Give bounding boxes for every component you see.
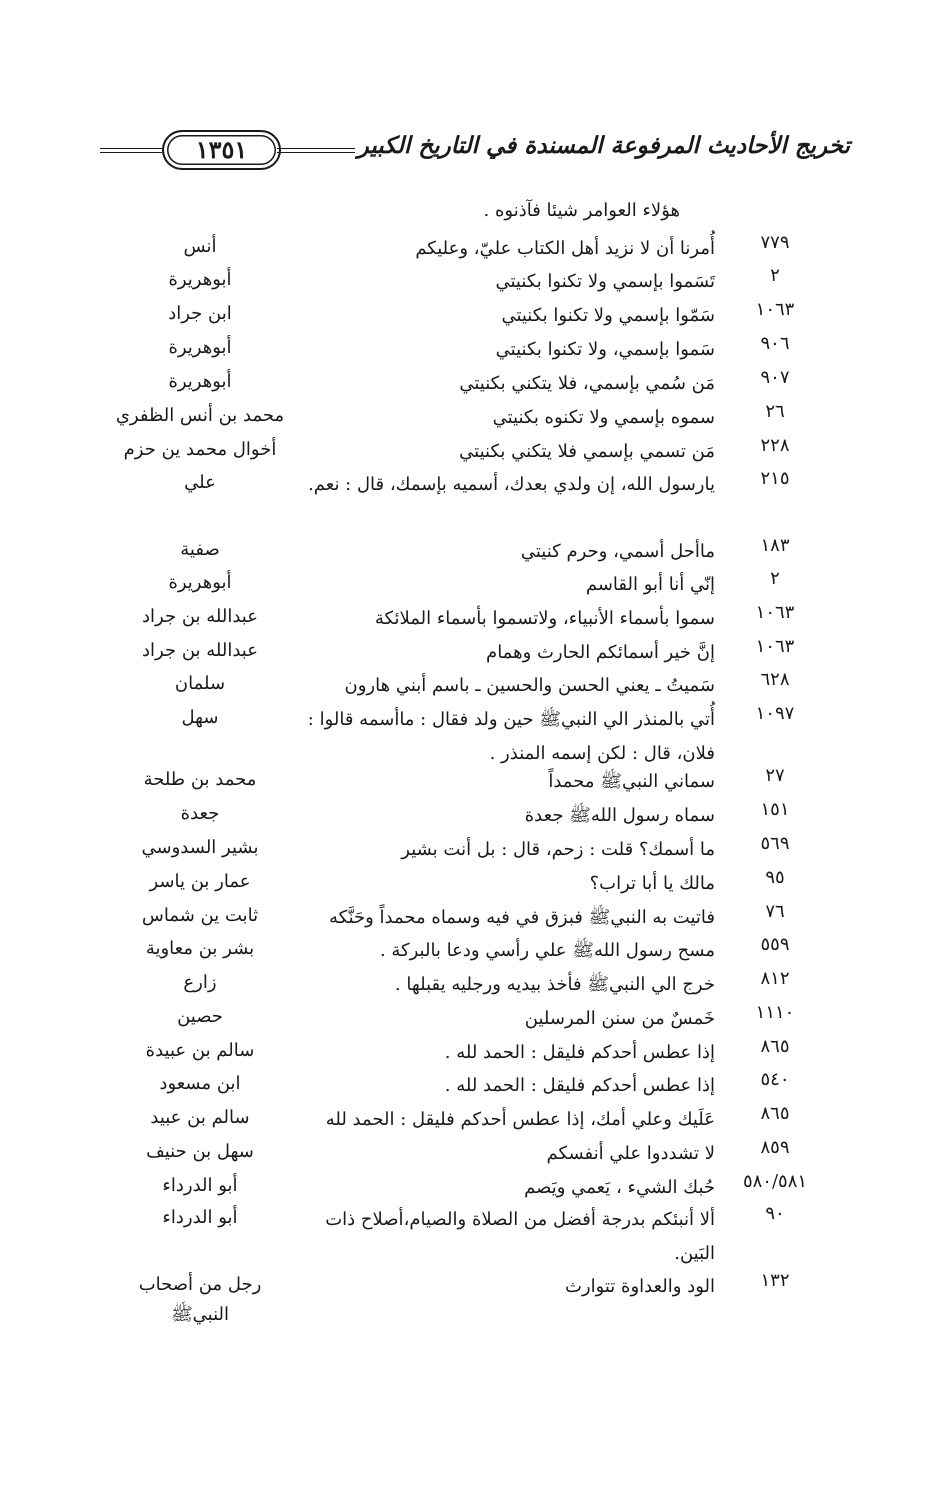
hadith-text: سماه رسول اللهﷺ جعدة — [524, 805, 715, 826]
narrator-name: أبو الدرداء — [162, 1175, 238, 1196]
narrator-name: سالم بن عبيد — [150, 1107, 250, 1128]
hadith-reference-number: ١٨٣ — [760, 535, 790, 556]
narrator-name: زارع — [183, 972, 217, 993]
narrator-name: سلمان — [174, 673, 226, 694]
narrator-name: بشر بن معاوية — [145, 938, 255, 959]
hadith-reference-number: ١٠٩٧ — [755, 703, 795, 724]
hadith-reference-number: ٥٥٩ — [760, 934, 790, 955]
hadith-reference-number: ٩٠٦ — [760, 333, 790, 354]
hadith-reference-number: ١٥١ — [760, 799, 790, 820]
hadith-reference-number: ٢٧ — [765, 765, 785, 786]
book-title: تخريج الأحاديث المرفوعة المسندة في التاريخ الكبير — [357, 132, 850, 159]
narrator-name: عبدالله بن جراد — [142, 640, 258, 661]
hadith-text: سَميتُ ـ يعني الحسن والحسين ـ باسم أبني هارون — [344, 675, 715, 696]
hadith-reference-number: ٥٨٠/٥٨١ — [742, 1171, 808, 1192]
hadith-reference-number: ٨٥٩ — [760, 1137, 790, 1158]
hadith-text: سموا بأسماء الأنبياء، ولاتسموا بأسماء الملائكة — [374, 608, 715, 629]
hadith-text: إنَّ خير أسمائكم الحارث وهمام — [486, 642, 715, 663]
narrator-name: عمار بن ياسر — [149, 871, 251, 892]
hadith-reference-number: ٧٦ — [765, 901, 785, 922]
hadith-text: سَمّوا بإسمي ولا تكنوا بكنيتي — [501, 305, 715, 326]
hadith-reference-number: ٢ — [770, 568, 780, 589]
narrator-name: سهل بن حنيف — [146, 1141, 254, 1162]
narrator-name: علي — [184, 472, 216, 493]
narrator-name: عبدالله بن جراد — [142, 606, 258, 627]
narrator-name: حصين — [177, 1006, 223, 1027]
narrator-name: أخوال محمد ين حزم — [123, 439, 277, 460]
narrator-name: أبوهريرة — [168, 371, 232, 392]
header-rule-left — [100, 148, 162, 153]
hadith-reference-number: ١٠٦٣ — [755, 602, 795, 623]
narrator-name: ابن جراد — [168, 303, 232, 324]
hadith-text: إذا عطس أحدكم فليقل : الحمد لله . — [444, 1042, 715, 1063]
hadith-text: تَسَموا بإسمي ولا تكنوا بكنيتي — [495, 271, 715, 292]
hadith-text: حُبك الشيء ، يَعمي ويَصم — [524, 1177, 715, 1198]
hadith-text: مالك يا أبا تراب؟ — [589, 873, 715, 894]
hadith-text: مَن سُمي بإسمي، فلا يتكني بكنيتي — [459, 373, 715, 394]
header-rule-middle — [277, 148, 355, 153]
hadith-reference-number: ١٠٦٣ — [755, 299, 795, 320]
hadith-text: أُتي بالمنذر الي النبيﷺ حين ولد فقال : ماأسمه قالوا : فلان، قال : لكن إسمه المنذر . — [307, 709, 715, 764]
hadith-text: مسح رسول اللهﷺ علي رأسي ودعا بالبركة . — [379, 940, 715, 961]
narrator-name: أبوهريرة — [168, 269, 232, 290]
hadith-text: إنّي أنا أبو القاسم — [585, 574, 715, 595]
narrator-name: أنس — [183, 236, 217, 257]
hadith-reference-number: ٨١٢ — [760, 968, 790, 989]
hadith-text: لا تشددوا علي أنفسكم — [546, 1143, 715, 1164]
hadith-text: يارسول الله، إن ولدي بعدك، أسميه بإسمك، قال : نعم. — [308, 474, 715, 495]
narrator-name: جعدة — [180, 803, 220, 824]
hadith-text: مَن تسمي بإسمي فلا يتكني بكنيتي — [459, 441, 715, 462]
hadith-text: ألا أنبئكم بدرجة أفضل من الصلاة والصيام،أصلاح ذات البَين. — [325, 1209, 715, 1264]
narrator-name: أبوهريرة — [168, 572, 232, 593]
hadith-text: سَموا بإسمي، ولا تكنوا بكنيتي — [495, 339, 715, 360]
hadith-text: إذا عطس أحدكم فليقل : الحمد لله . — [444, 1075, 715, 1096]
hadith-text: خَمسٌ من سنن المرسلين — [524, 1008, 715, 1029]
hadith-reference-number: ٥٦٩ — [760, 833, 790, 854]
narrator-name: سهل — [181, 707, 219, 728]
hadith-reference-number: ٢ — [770, 265, 780, 286]
hadith-reference-number: ٢٦ — [765, 401, 785, 422]
narrator-name: رجل من أصحاب النبيﷺ — [138, 1274, 262, 1325]
hadith-text: سموه بإسمي ولا تكنوه بكنيتي — [492, 407, 715, 428]
hadith-text: سماني النبيﷺ محمداً — [548, 771, 715, 792]
narrator-name: أبو الدرداء — [162, 1207, 238, 1228]
hadith-reference-number: ٩٥ — [765, 867, 785, 888]
hadith-reference-number: ٦٢٨ — [760, 669, 790, 690]
narrator-name: ثابت ين شماس — [141, 905, 259, 926]
hadith-text: فاتيت به النبيﷺ فبزق في فيه وسماه محمداً وحَنَّكه — [328, 907, 715, 928]
hadith-text: خرج الي النبيﷺ فأخذ بيديه ورجليه يقبلها . — [394, 974, 715, 995]
continuation-line: هؤلاء العوامر شيئا فآذنوه . — [483, 200, 680, 221]
hadith-reference-number: ١٠٦٣ — [755, 636, 795, 657]
hadith-reference-number: ٧٧٩ — [760, 232, 790, 253]
narrator-name: بشير السدوسي — [141, 837, 259, 858]
hadith-text: الود والعداوة تتوارث — [564, 1276, 715, 1297]
page-number-badge: ١٣٥١ — [162, 130, 281, 170]
hadith-reference-number: ٨٦٥ — [760, 1036, 790, 1057]
running-header — [100, 128, 850, 172]
narrator-name: محمد بن أنس الظفري — [115, 405, 285, 426]
hadith-text: ماأحل أسمي، وحرم كنيتي — [520, 541, 715, 562]
hadith-text: ما أسمك؟ قلت : زحم، قال : بل أنت بشير — [401, 839, 715, 860]
narrator-name: محمد بن طلحة — [143, 769, 257, 790]
hadith-reference-number: ١١١٠ — [755, 1002, 795, 1023]
narrator-name: صفية — [180, 539, 220, 560]
narrator-name: ابن مسعود — [159, 1073, 241, 1094]
narrator-name: سالم بن عبيدة — [145, 1040, 255, 1061]
hadith-reference-number: ٨٦٥ — [760, 1103, 790, 1124]
hadith-text: أُمرنا أن لا نزيد أهل الكتاب عليّ، وعليكم — [415, 238, 715, 259]
hadith-text: عَلَيك وعلي أمك، إذا عطس أحدكم فليقل : الحمد لله — [325, 1109, 715, 1130]
hadith-reference-number: ٩٠٧ — [760, 367, 790, 388]
hadith-reference-number: ١٣٢ — [760, 1270, 790, 1291]
hadith-reference-number: ٩٠ — [765, 1203, 785, 1224]
narrator-name: أبوهريرة — [168, 337, 232, 358]
hadith-reference-number: ٢١٥ — [760, 468, 790, 489]
hadith-reference-number: ٢٢٨ — [760, 435, 790, 456]
hadith-reference-number: ٥٤٠ — [760, 1069, 790, 1090]
